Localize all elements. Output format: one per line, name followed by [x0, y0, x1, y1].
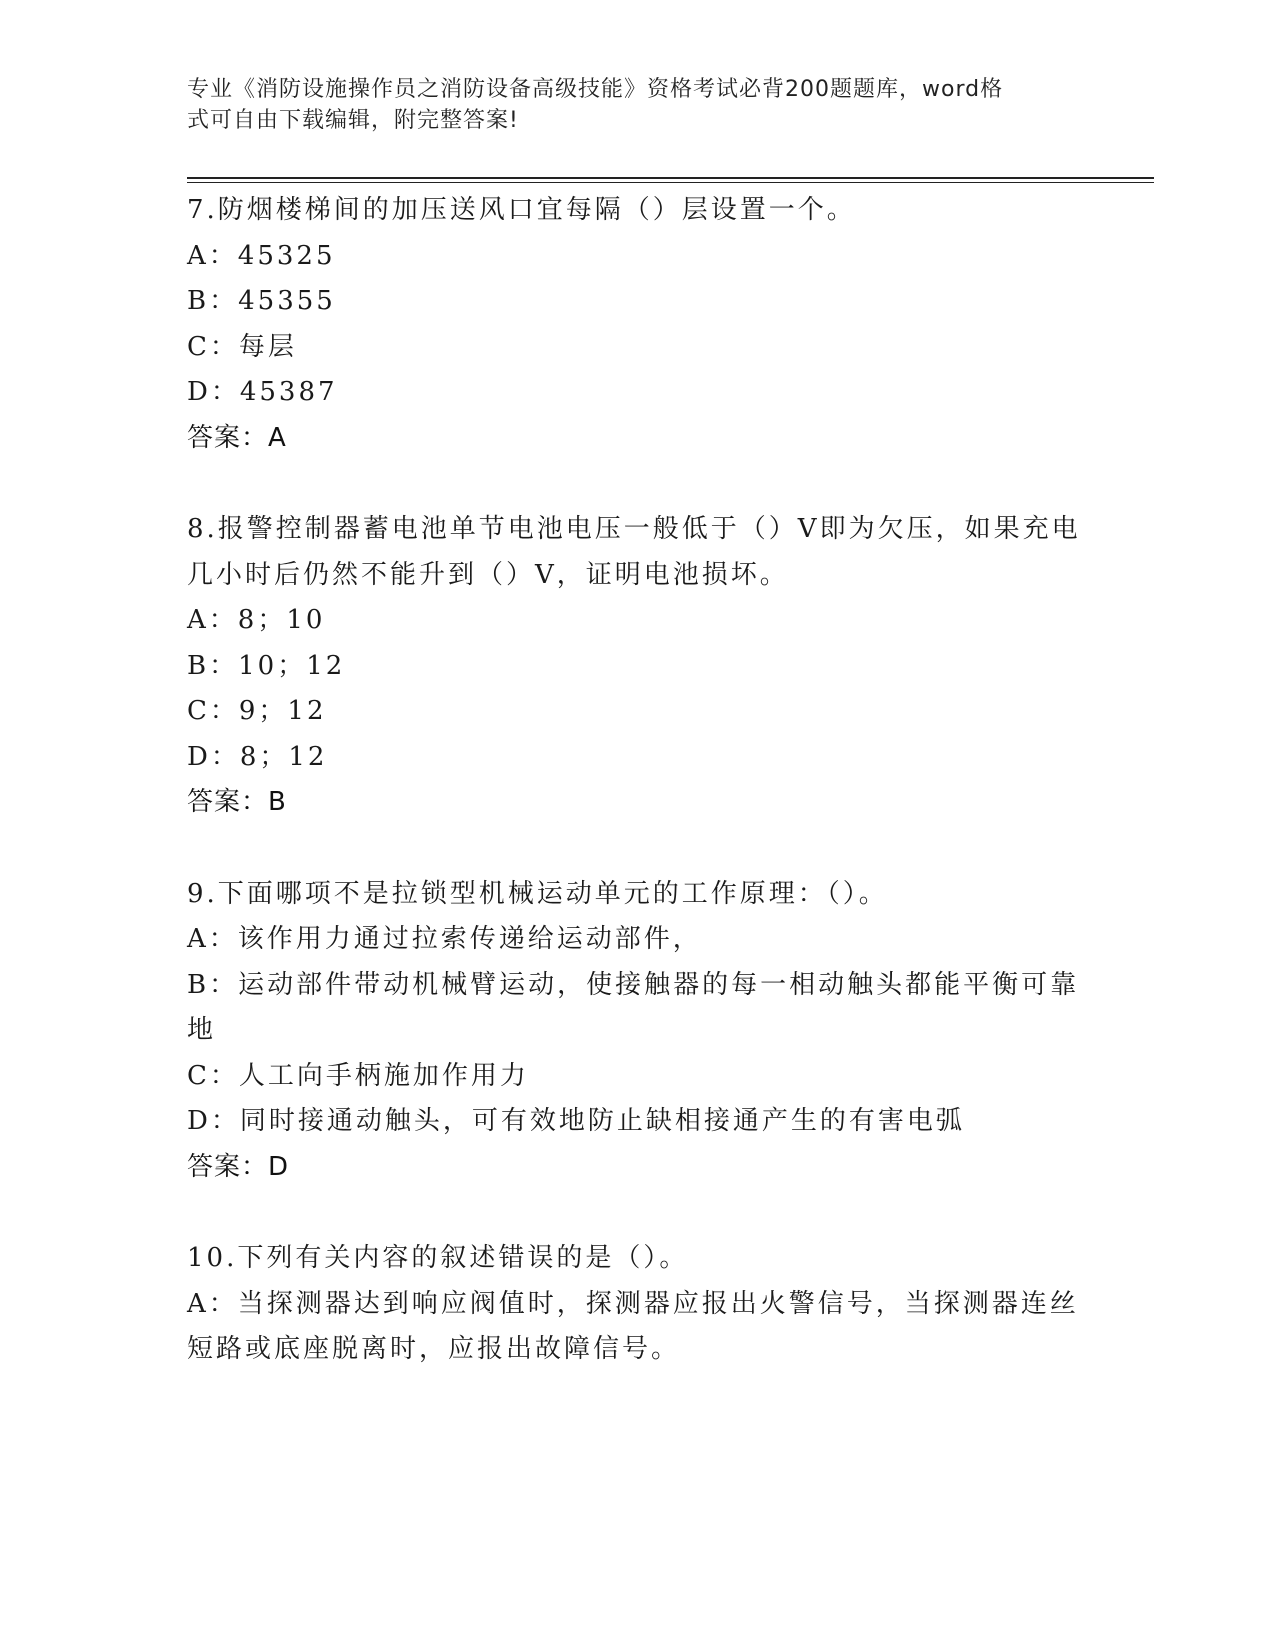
question-10 [187, 1236, 1087, 1373]
question-spacer [187, 826, 1087, 872]
question-stem: 8.报警控制器蓄电池单节电池电压一般低于（）V即为欠压，如果充电 [187, 514, 1081, 544]
option-a: A：45325 [187, 240, 336, 271]
answer-label: 答案：A [187, 422, 287, 453]
option-c: C：9；12 [187, 696, 327, 726]
option-c: C：每层 [187, 331, 297, 362]
option-d: D：同时接通动触头，可有效地防止缺相接通产生的有害电弧 [187, 1106, 965, 1136]
answer-label: 答案：B [187, 787, 287, 817]
option-a: A：当探测器达到响应阀值时，探测器应报出火警信号，当探测器连丝 [187, 1288, 1079, 1319]
header-divider-thick [187, 177, 1154, 179]
option-b-continued: 地 [187, 1015, 217, 1045]
option-b: B：运动部件带动机械臂运动，使接触器的每一相动触头都能平衡可靠 [187, 969, 1080, 1000]
question-spacer [187, 461, 1087, 507]
question-9 [187, 872, 1087, 1191]
question-8 [187, 507, 1087, 826]
question-stem: 9.下面哪项不是拉锁型机械运动单元的工作原理：（）。 [187, 878, 888, 909]
question-stem-continued: 几小时后仍然不能升到（）V，证明电池损坏。 [187, 559, 789, 590]
question-list [187, 188, 1087, 1373]
answer-label: 答案：D [187, 1151, 290, 1182]
option-a: A：8；10 [187, 605, 326, 635]
option-d: D：8；12 [187, 741, 328, 772]
option-a: A：该作用力通过拉索传递给运动部件， [187, 924, 702, 954]
question-spacer [187, 1190, 1087, 1236]
option-a-continued: 短路或底座脱离时，应报出故障信号。 [187, 1334, 681, 1364]
option-c: C：人工向手柄施加作用力 [187, 1060, 529, 1091]
question-stem: 7.防烟楼梯间的加压送风口宜每隔（）层设置一个。 [187, 195, 856, 225]
option-b: B：45355 [187, 286, 336, 316]
question-stem: 10.下列有关内容的叙述错误的是（）。 [187, 1243, 689, 1273]
document-header [187, 74, 1067, 136]
header-line-2: 式可自由下载编辑，附完整答案! [187, 108, 519, 133]
header-divider-thin [187, 182, 1154, 183]
header-line-1: 专业《消防设施操作员之消防设备高级技能》资格考试必背200题题库，word格 [187, 77, 1004, 102]
option-b: B：10；12 [187, 650, 346, 681]
question-7 [187, 188, 1087, 461]
option-d: D：45387 [187, 377, 338, 407]
